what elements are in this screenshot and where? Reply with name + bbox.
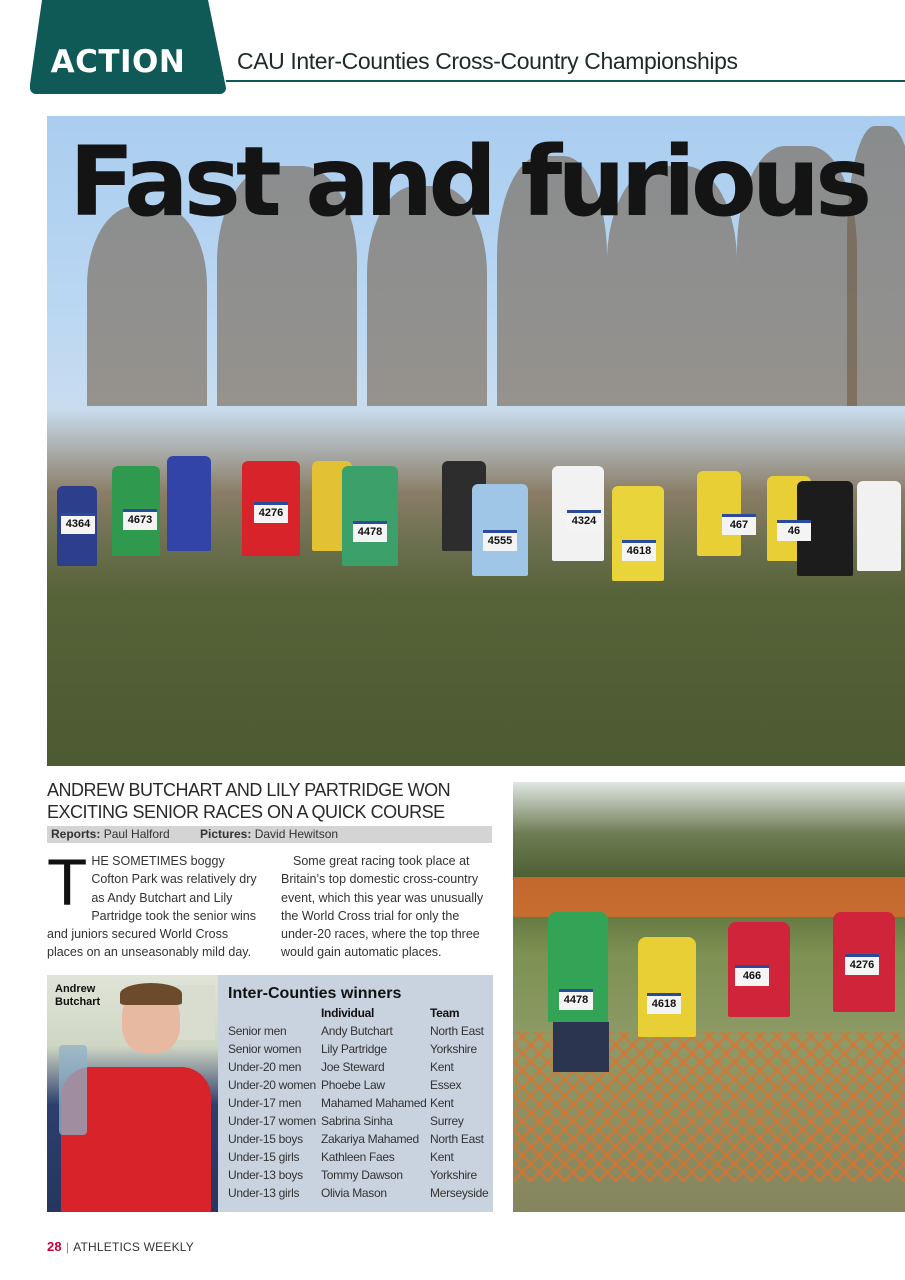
runner-bib: 46 (777, 520, 811, 541)
winners-row (228, 1022, 490, 1040)
reports-credit (51, 826, 170, 843)
winners-individual: Mahamed Mahamed (321, 1096, 427, 1110)
runner-bib: 4364 (61, 513, 95, 534)
runner-bib: 4618 (647, 993, 681, 1014)
runner-bib: 4324 (567, 510, 601, 531)
winners-row (228, 1130, 490, 1148)
winners-row (228, 1166, 490, 1184)
runner (342, 466, 398, 566)
winners-individual: Kathleen Faes (321, 1150, 395, 1164)
runner-bib: 4478 (559, 989, 593, 1010)
paragraph-1: boggy Cofton Park was relatively dry as Andy Butchart and Lily Partridge took the senior wins and juniors secured World Cross places on an unseasonably mild day. (47, 854, 257, 960)
pictures-label: Pictures: (200, 827, 252, 841)
winners-team: Merseyside (430, 1186, 489, 1200)
winners-team: Yorkshire (430, 1042, 477, 1056)
winners-category: Senior women (228, 1042, 302, 1056)
winners-individual: Zakariya Mahamed (321, 1132, 419, 1146)
winners-category: Under-15 boys (228, 1132, 303, 1146)
runner (638, 937, 696, 1037)
winners-category: Senior men (228, 1024, 287, 1038)
runner-bib: 4555 (483, 530, 517, 551)
runner (857, 481, 901, 571)
trophy (59, 1045, 87, 1135)
runner-shorts (553, 1022, 609, 1072)
credits-bar (47, 826, 492, 843)
winners-category: Under-20 women (228, 1078, 316, 1092)
winners-row (228, 1148, 490, 1166)
winners-individual: Sabrina Sinha (321, 1114, 393, 1128)
winners-row (228, 1112, 490, 1130)
pictures-name: David Hewitson (254, 827, 339, 841)
winners-header-individual: Individual (321, 1006, 375, 1020)
winners-team: North East (430, 1132, 484, 1146)
lead-in: HE SOMETIMES (91, 854, 188, 868)
race-photo-2 (513, 782, 905, 1212)
headline: Fast and furious (69, 126, 868, 238)
runner (612, 486, 664, 581)
winners-table (228, 1004, 490, 1202)
winners-row (228, 1094, 490, 1112)
winners-box (218, 975, 493, 1212)
footer-separator: | (65, 1240, 70, 1254)
section-tab-label: ACTION (50, 44, 186, 80)
winners-individual: Joe Steward (321, 1060, 385, 1074)
athlete-hair (120, 983, 182, 1005)
header-rule (226, 80, 905, 82)
runner-bib: 4276 (254, 502, 288, 523)
runner-bib: 4276 (845, 954, 879, 975)
reports-name: Paul Halford (103, 827, 170, 841)
winners-individual: Andy Butchart (321, 1024, 393, 1038)
winners-individual: Olivia Mason (321, 1186, 387, 1200)
winners-row (228, 1184, 490, 1202)
body-column-2 (281, 852, 492, 962)
winners-category: Under-20 men (228, 1060, 302, 1074)
winners-team: North East (430, 1024, 484, 1038)
winners-team: Kent (430, 1096, 454, 1110)
portrait-caption-line-1: Andrew (55, 983, 96, 995)
hero-photo (47, 116, 905, 766)
winners-row (228, 1058, 490, 1076)
winners-team: Yorkshire (430, 1168, 477, 1182)
runner (167, 456, 211, 551)
winners-header-category (228, 1004, 321, 1022)
winners-individual: Lily Partridge (321, 1042, 387, 1056)
runner-bib: 4618 (622, 540, 656, 561)
runner-bib: 466 (735, 965, 769, 986)
winners-category: Under-17 men (228, 1096, 302, 1110)
portrait-caption-line-2: Butchart (55, 996, 101, 1008)
winners-team: Kent (430, 1150, 454, 1164)
drop-cap: T (47, 845, 88, 919)
winners-category: Under-13 girls (228, 1186, 300, 1200)
page-header-title: CAU Inter-Counties Cross-Country Championships (237, 48, 738, 74)
winners-header-team: Team (430, 1006, 460, 1020)
reports-label: Reports: (51, 827, 101, 841)
winners-team: Essex (430, 1078, 462, 1092)
winners-individual: Tommy Dawson (321, 1168, 403, 1182)
winners-row (228, 1076, 490, 1094)
paragraph-2: Some great racing took place at Britain’s top domestic cross-country event, which this year was unusually the World Cross trial for only the under-20 races, where the top three would gain automatic places. (281, 854, 484, 960)
orange-fence (513, 877, 905, 917)
winners-category: Under-15 girls (228, 1150, 300, 1164)
standfirst: ANDREW BUTCHART AND LILY PARTRIDGE WON EXCITING SENIOR RACES ON A QUICK COURSE (47, 780, 451, 822)
runner-bib: 4673 (123, 509, 157, 530)
runner-bib: 4478 (353, 521, 387, 542)
winners-team: Surrey (430, 1114, 464, 1128)
runner-bib: 467 (722, 514, 756, 535)
winners-individual: Phoebe Law (321, 1078, 385, 1092)
winners-header-row (228, 1004, 490, 1022)
winners-category: Under-13 boys (228, 1168, 303, 1182)
winners-row (228, 1040, 490, 1058)
portrait-photo (47, 975, 218, 1212)
winners-title: Inter-Counties winners (228, 985, 402, 1002)
portrait-caption (55, 983, 125, 1009)
page-footer (47, 1239, 194, 1254)
publication-name: ATHLETICS WEEKLY (73, 1240, 194, 1254)
body-column-1 (47, 845, 261, 962)
pictures-credit (200, 826, 338, 843)
page-number: 28 (47, 1239, 62, 1254)
winners-category: Under-17 women (228, 1114, 316, 1128)
winners-team: Kent (430, 1060, 454, 1074)
